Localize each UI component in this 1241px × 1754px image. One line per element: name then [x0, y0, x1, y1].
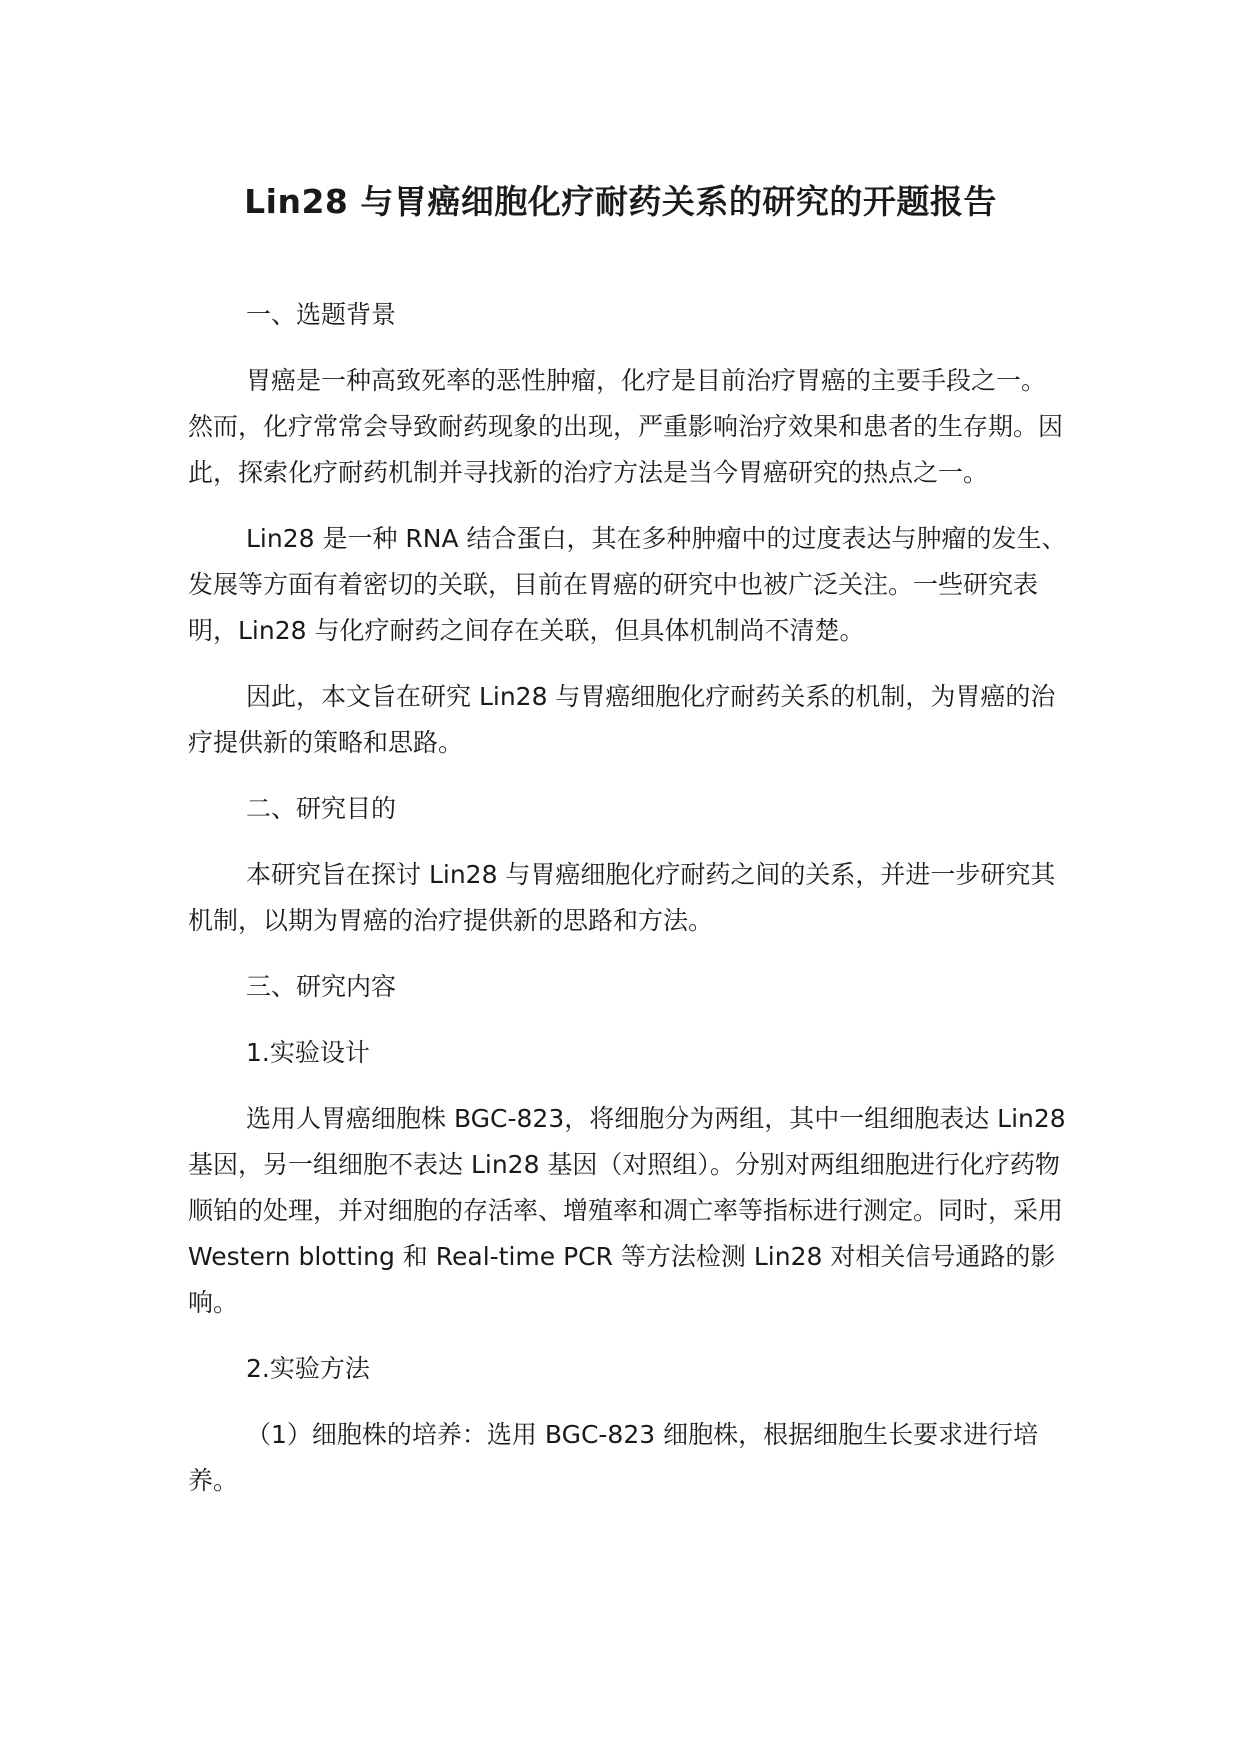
section-heading-purpose: 二、研究目的 [246, 794, 397, 823]
subsection-heading-design: 1.实验设计 [246, 1038, 370, 1067]
paragraph-background-1: 胃癌是一种高致死率的恶性肿瘤，化疗是目前治疗胃癌的主要手段之一。然而，化疗常常会导致耐药现象的出现，严重影响治疗效果和患者的生存期。因此，探索化疗耐药机制并寻找新的治疗方法是当今胃癌研究的热点之一。 [188, 366, 1064, 487]
paragraph-purpose-1: 本研究旨在探讨 Lin28 与胃癌细胞化疗耐药之间的关系，并进一步研究其机制，以期为胃癌的治疗提供新的思路和方法。 [188, 860, 1056, 935]
subsection-heading-method: 2.实验方法 [246, 1354, 370, 1383]
document-title: Lin28 与胃癌细胞化疗耐药关系的研究的开题报告 [244, 182, 997, 221]
paragraph-design-1: 选用人胃癌细胞株 BGC-823，将细胞分为两组，其中一组细胞表达 Lin28 基因，另一组细胞不表达 Lin28 基因（对照组）。分别对两组细胞进行化疗药物顺铂的处理，并对细胞的存活率、增殖率和凋亡率等指标进行测定。同时，采用 Western blotting 和 Real-time PCR 等方法检测 Lin28 对相关信号通路的影响。 [188, 1104, 1066, 1317]
section-heading-background: 一、选题背景 [246, 300, 397, 329]
paragraph-method-1: （1）细胞株的培养：选用 BGC-823 细胞株，根据细胞生长要求进行培养。 [188, 1420, 1039, 1495]
document-body [188, 292, 1068, 1524]
section-heading-content: 三、研究内容 [246, 972, 397, 1001]
paragraph-background-2: Lin28 是一种 RNA 结合蛋白，其在多种肿瘤中的过度表达与肿瘤的发生、发展等方面有着密切的关联，目前在胃癌的研究中也被广泛关注。一些研究表明，Lin28 与化疗耐药之间存在关联，但具体机制尚不清楚。 [188, 524, 1067, 645]
paragraph-background-3: 因此，本文旨在研究 Lin28 与胃癌细胞化疗耐药关系的机制，为胃癌的治疗提供新的策略和思路。 [188, 682, 1056, 757]
